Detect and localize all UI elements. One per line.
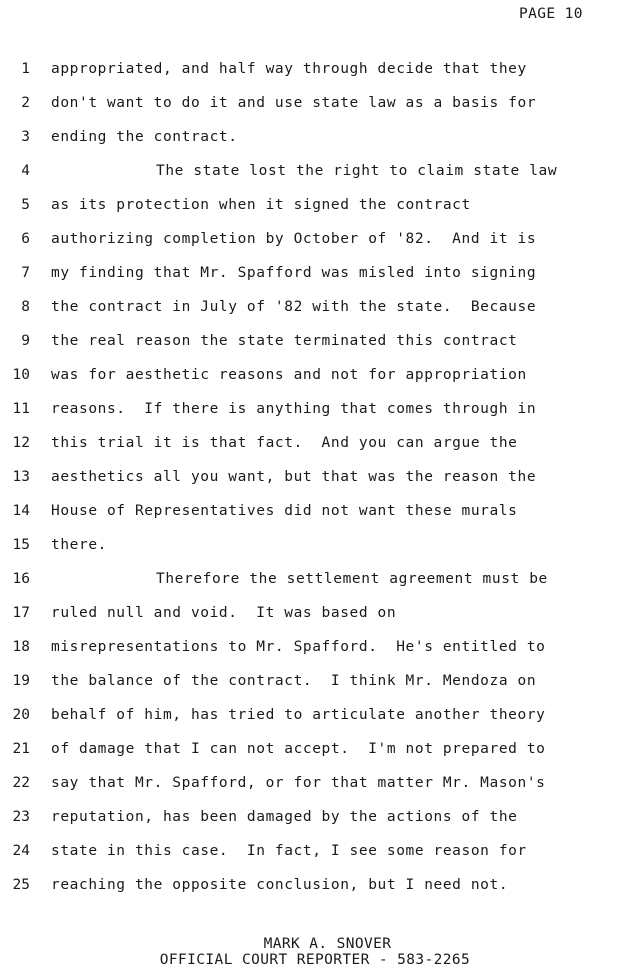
line-text: was for aesthetic reasons and not for appropriation: [51, 367, 527, 383]
transcript-line: [0, 296, 630, 330]
transcript-line: [0, 364, 630, 398]
line-text: the balance of the contract. I think Mr. Mendoza on: [51, 673, 537, 689]
line-number: 17: [12, 605, 30, 621]
line-number: 18: [12, 639, 30, 655]
line-number: 12: [12, 435, 30, 451]
line-text: misrepresentations to Mr. Spafford. He's entitled to: [51, 639, 546, 655]
transcript-line: [0, 534, 630, 568]
line-number: 21: [12, 741, 30, 757]
line-text: say that Mr. Spafford, or for that matter Mr. Mason's: [51, 775, 546, 791]
line-number: 3: [21, 129, 30, 145]
transcript-line: [0, 874, 630, 908]
line-number: 24: [12, 843, 30, 859]
transcript-line: [0, 636, 630, 670]
line-text: Therefore the settlement agreement must be: [156, 571, 548, 587]
line-number: 8: [21, 299, 30, 315]
line-text: reaching the opposite conclusion, but I need not.: [51, 877, 509, 893]
line-number: 7: [21, 265, 30, 281]
line-text: there.: [51, 537, 107, 553]
page-number: PAGE 10: [519, 6, 583, 22]
line-number: 4: [21, 163, 30, 179]
line-text: reasons. If there is anything that comes through in: [51, 401, 537, 417]
transcript-line: [0, 738, 630, 772]
transcript-line: [0, 806, 630, 840]
line-text: appropriated, and half way through decide that they: [51, 61, 527, 77]
transcript-line: [0, 466, 630, 500]
line-number: 15: [12, 537, 30, 553]
line-number: 6: [21, 231, 30, 247]
line-text: of damage that I can not accept. I'm not prepared to: [51, 741, 546, 757]
transcript-line: [0, 670, 630, 704]
line-text: don't want to do it and use state law as a basis for: [51, 95, 537, 111]
line-number: 19: [12, 673, 30, 689]
transcript-line: [0, 58, 630, 92]
line-number: 25: [12, 877, 30, 893]
line-text: behalf of him, has tried to articulate another theory: [51, 707, 546, 723]
transcript-line: [0, 602, 630, 636]
line-number: 14: [12, 503, 30, 519]
line-text: this trial it is that fact. And you can argue the: [51, 435, 518, 451]
line-text: aesthetics all you want, but that was the reason the: [51, 469, 537, 485]
line-number: 2: [21, 95, 30, 111]
transcript-line: [0, 330, 630, 364]
transcript-line: [0, 704, 630, 738]
reporter-name: MARK A. SNOVER: [263, 936, 392, 952]
transcript-line: [0, 92, 630, 126]
transcript-line: [0, 772, 630, 806]
reporter-title: OFFICIAL COURT REPORTER - 583-2265: [159, 952, 471, 968]
transcript-line: [0, 568, 630, 602]
transcript-body: [0, 58, 630, 908]
line-number: 13: [12, 469, 30, 485]
line-text: my finding that Mr. Spafford was misled into signing: [51, 265, 537, 281]
line-text: state in this case. In fact, I see some reason for: [51, 843, 527, 859]
line-text: House of Representatives did not want these murals: [51, 503, 518, 519]
line-number: 10: [12, 367, 30, 383]
line-text: authorizing completion by October of '82. And it is: [51, 231, 537, 247]
line-number: 11: [12, 401, 30, 417]
line-text: The state lost the right to claim state law: [156, 163, 558, 179]
line-text: as its protection when it signed the contract: [51, 197, 471, 213]
line-number: 16: [12, 571, 30, 587]
line-number: 9: [21, 333, 30, 349]
line-text: ending the contract.: [51, 129, 238, 145]
transcript-line: [0, 160, 630, 194]
transcript-line: [0, 262, 630, 296]
transcript-line: [0, 194, 630, 228]
line-number: 1: [21, 61, 30, 77]
line-number: 5: [21, 197, 30, 213]
transcript-line: [0, 840, 630, 874]
line-number: 23: [12, 809, 30, 825]
transcript-line: [0, 398, 630, 432]
line-text: ruled null and void. It was based on: [51, 605, 397, 621]
line-number: 20: [12, 707, 30, 723]
line-text: the real reason the state terminated this contract: [51, 333, 518, 349]
line-text: reputation, has been damaged by the actions of the: [51, 809, 518, 825]
transcript-line: [0, 228, 630, 262]
transcript-line: [0, 126, 630, 160]
line-number: 22: [12, 775, 30, 791]
transcript-line: [0, 432, 630, 466]
transcript-line: [0, 500, 630, 534]
line-text: the contract in July of '82 with the state. Because: [51, 299, 537, 315]
court-reporter-footer: [0, 936, 630, 968]
